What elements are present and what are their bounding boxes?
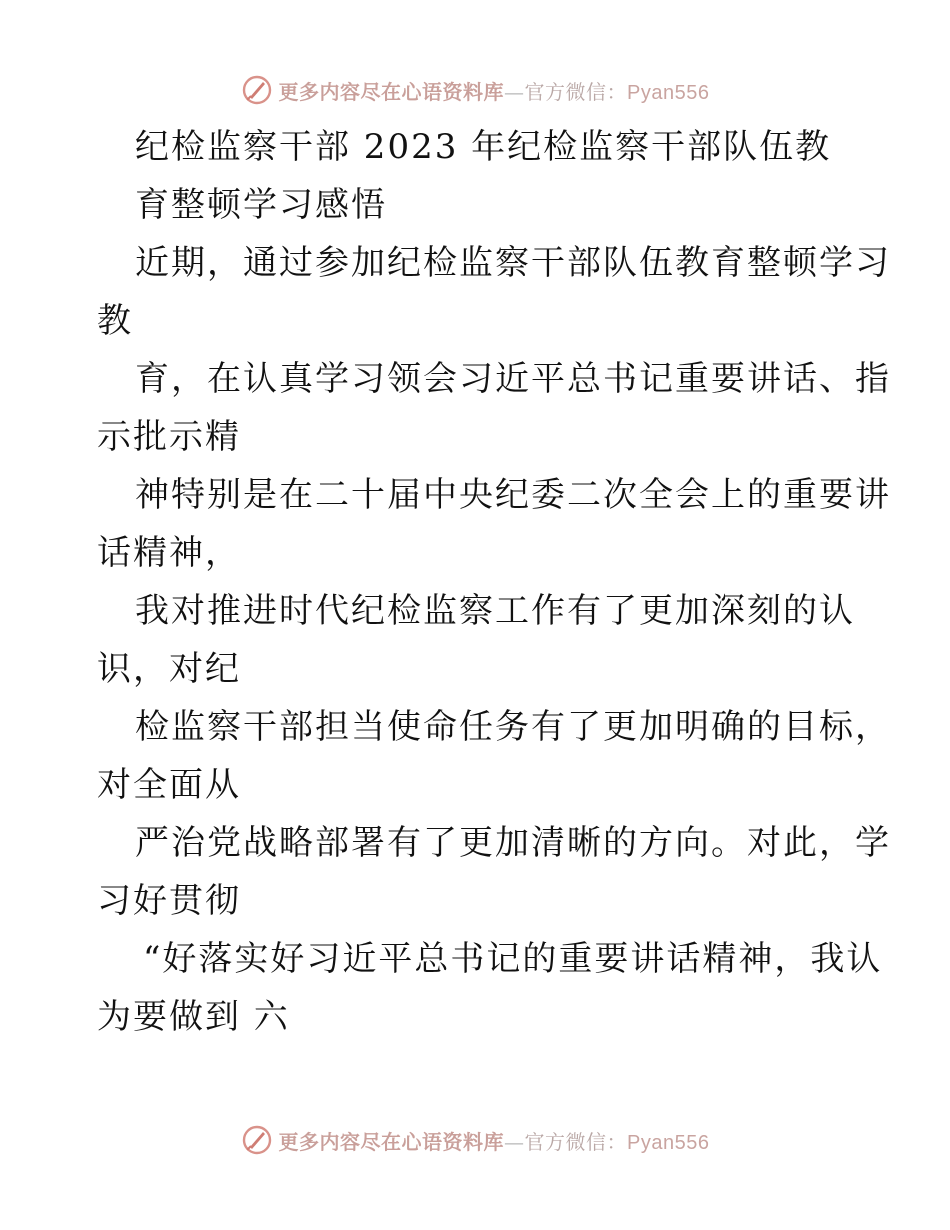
document-body	[97, 118, 891, 1046]
paragraph-line: 我对推进时代纪检监察工作有了更加深刻的认	[135, 591, 855, 631]
paragraph-line: “好落实好习近平总书记的重要讲话精神，我认	[143, 939, 883, 979]
paragraph-line: 识，对纪	[97, 649, 241, 689]
watermark-brand: 更多内容尽在心语资料库	[278, 1129, 505, 1154]
watermark-sub: 官方微信：	[524, 79, 628, 104]
paragraph-line: 为要做到 六	[97, 997, 290, 1037]
paragraph-line: 检监察干部担当使命任务有了更加明确的目标，	[135, 707, 891, 747]
paragraph-line: 育，在认真学习领会习近平总书记重要讲话、指	[135, 359, 891, 399]
watermark-text	[279, 1126, 710, 1155]
watermark-dash: —	[504, 1129, 525, 1154]
paragraph-line: 话精神，	[97, 533, 241, 573]
paragraph-line: 近期，通过参加纪检监察干部队伍教育整顿学习	[135, 243, 891, 283]
footer-watermark	[0, 1120, 950, 1160]
document-title-line-2: 育整顿学习感悟	[135, 185, 387, 225]
paragraph-line: 示批示精	[97, 417, 241, 457]
watermark-wechat-id: Pyan556	[627, 1131, 710, 1154]
header-watermark	[0, 70, 950, 110]
paragraph-line: 对全面从	[97, 765, 241, 805]
paragraph-line: 习好贯彻	[97, 881, 241, 921]
paragraph-line: 教	[97, 301, 133, 341]
feather-pen-logo-icon	[241, 74, 273, 106]
paragraph-line: 严治党战略部署有了更加清晰的方向。对此，学	[135, 823, 891, 863]
watermark-dash: —	[504, 79, 525, 104]
document-title-line-1: 纪检监察干部 2023 年纪检监察干部队伍教	[135, 127, 832, 167]
watermark-wechat-id: Pyan556	[627, 81, 710, 104]
watermark-sub: 官方微信：	[524, 1129, 628, 1154]
watermark-text	[279, 76, 710, 105]
paragraph-line: 神特别是在二十届中央纪委二次全会上的重要讲	[135, 475, 891, 515]
watermark-brand: 更多内容尽在心语资料库	[278, 79, 505, 104]
feather-pen-logo-icon	[241, 1124, 273, 1156]
